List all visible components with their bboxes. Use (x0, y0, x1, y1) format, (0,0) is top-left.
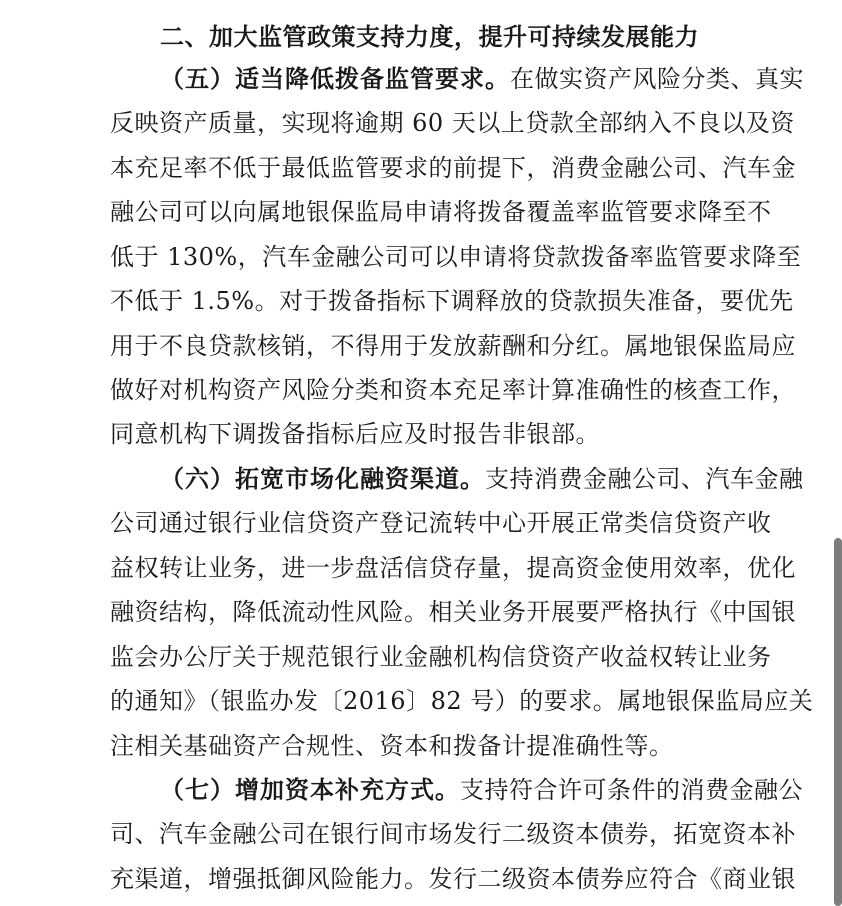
paragraph-first-line (160, 775, 803, 805)
paragraph-line: 公司通过银行业信贷资产登记流转中心开展正常类信贷资产收 (110, 509, 772, 537)
paragraph-line: 低于 130%，汽车金融公司可以申请将贷款拨备率监管要求降至 (110, 243, 802, 271)
paragraph-line: 融公司可以向属地银保监局申请将拨备覆盖率监管要求降至不 (110, 198, 772, 226)
paragraph-line: 做好对机构资产风险分类和资本充足率计算准确性的核查工作， (110, 376, 796, 404)
paragraph-text: 支持消费金融公司、汽车金融 (485, 465, 804, 493)
section-title: （六）拓宽市场化融资渠道。 (160, 465, 485, 493)
section-title: （七）增加资本补充方式。 (160, 776, 460, 804)
paragraph-line: 用于不良贷款核销，不得用于发放薪酬和分红。属地银保监局应 (110, 332, 796, 360)
paragraph-line: 注相关基础资产合规性、资本和拨备计提准确性等。 (110, 732, 674, 760)
paragraph-line: 的通知》（银监办发〔2016〕82 号）的要求。属地银保监局应关 (110, 687, 814, 715)
paragraph-line: 不低于 1.5%。对于拨备指标下调释放的贷款损失准备，要优先 (110, 287, 794, 315)
section-title: （五）适当降低拨备监管要求。 (160, 65, 510, 93)
paragraph-line: 融资结构，降低流动性风险。相关业务开展要严格执行《中国银 (110, 598, 796, 626)
paragraph-text: 支持符合许可条件的消费金融公 (460, 776, 803, 804)
paragraph-first-line (160, 64, 804, 94)
paragraph-line: 本充足率不低于最低监管要求的前提下，消费金融公司、汽车金 (110, 154, 796, 182)
paragraph-line: 反映资产质量，实现将逾期 60 天以上贷款全部纳入不良以及资 (110, 109, 795, 137)
section-heading: 二、加大监管政策支持力度，提升可持续发展能力 (160, 22, 699, 51)
paragraph-text: 在做实资产风险分类、真实 (510, 65, 804, 93)
paragraph-line: 充渠道，增强抵御风险能力。发行二级资本债券应符合《商业银 (110, 865, 796, 893)
paragraph-line: 益权转让业务，进一步盘活信贷存量，提高资金使用效率，优化 (110, 554, 796, 582)
paragraph-first-line (160, 464, 804, 494)
paragraph-line: 监会办公厅关于规范银行业金融机构信贷资产收益权转让业务 (110, 643, 772, 671)
paragraph-line: 司、汽车金融公司在银行间市场发行二级资本债券，拓宽资本补 (110, 820, 796, 848)
paragraph-line: 同意机构下调拨备指标后应及时报告非银部。 (110, 420, 600, 448)
vertical-scrollbar[interactable] (834, 538, 842, 906)
